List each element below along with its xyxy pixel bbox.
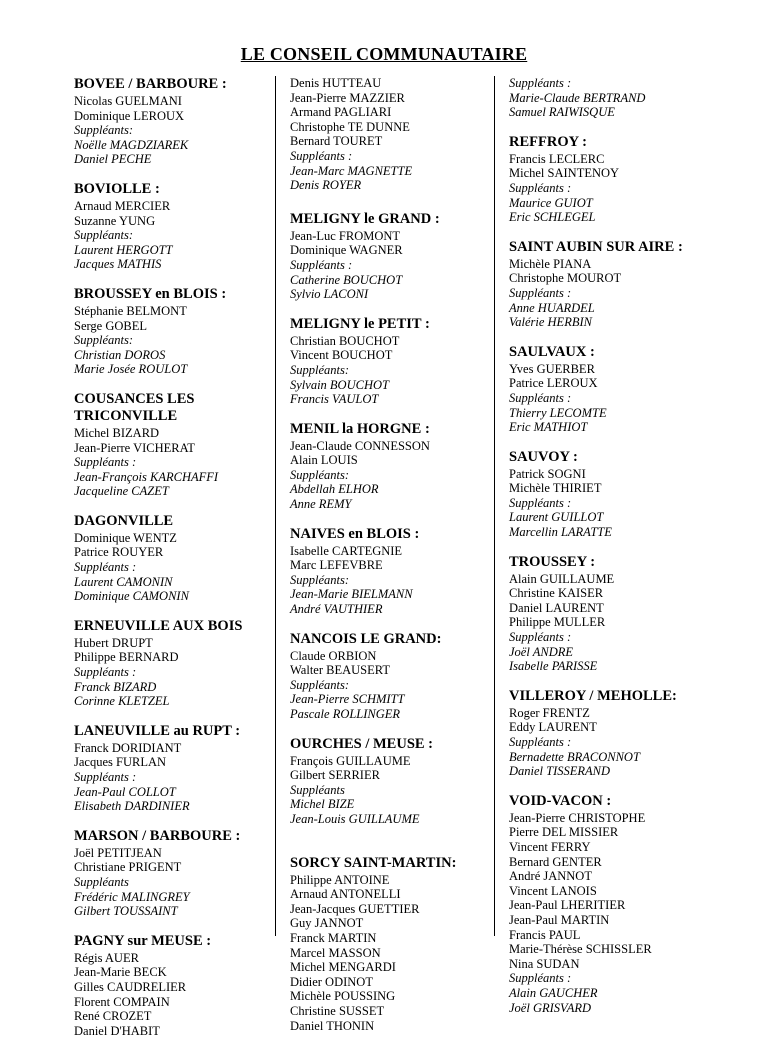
substitute-entry: Pascale ROLLINGER bbox=[290, 707, 401, 721]
member-name: Marc LEFEVBRE bbox=[290, 558, 383, 573]
member-name: Gilbert SERRIER bbox=[290, 768, 380, 783]
commune-heading: OURCHES / MEUSE : bbox=[290, 735, 434, 752]
member-list bbox=[509, 811, 739, 1015]
substitute-entry: Suppléants: bbox=[290, 572, 350, 587]
substitute-entry: Suppléants : bbox=[74, 560, 137, 575]
member-name: Dominique WENTZ bbox=[74, 530, 177, 545]
substitute-entry: Corinne KLETZEL bbox=[74, 694, 170, 709]
member-name: Jean-Luc FROMONT bbox=[290, 228, 401, 243]
commune-heading: PAGNY sur MEUSE : bbox=[74, 932, 212, 949]
commune-heading: MENIL la HORGNE : bbox=[290, 420, 430, 437]
substitute-entry: Jean-Marc MAGNETTE bbox=[290, 163, 413, 178]
member-name: Nicolas GUELMANI bbox=[74, 94, 182, 108]
member-name: Marcel MASSON bbox=[290, 945, 381, 960]
member-list bbox=[74, 304, 264, 377]
member-name: Yves GUERBER bbox=[509, 361, 595, 376]
substitute-entry: Suppléants : bbox=[509, 630, 572, 645]
member-name: Bernard TOURET bbox=[290, 134, 383, 149]
member-name: Vincent BOUCHOT bbox=[290, 348, 393, 363]
member-name: Michel MENGARDI bbox=[290, 960, 396, 975]
commune-heading: TROUSSEY : bbox=[509, 553, 596, 570]
commune-section bbox=[509, 239, 739, 330]
commune-section bbox=[509, 134, 739, 225]
member-list bbox=[74, 951, 264, 1038]
member-name: Jean-Pierre VICHERAT bbox=[74, 440, 195, 455]
member-list bbox=[509, 467, 739, 540]
member-list bbox=[290, 649, 490, 722]
commune-section bbox=[74, 76, 264, 167]
commune-heading: SAINT AUBIN SUR AIRE : bbox=[509, 238, 683, 255]
column-divider bbox=[275, 76, 276, 936]
commune-heading: VOID-VACON : bbox=[509, 792, 612, 809]
member-name: Pierre DEL MISSIER bbox=[509, 825, 619, 840]
member-name: Serge GOBEL bbox=[74, 318, 148, 333]
substitute-entry: Jean-Paul COLLOT bbox=[74, 784, 176, 799]
substitute-entry: Valérie HERBIN bbox=[509, 315, 592, 330]
substitute-entry: Suppléants : bbox=[290, 148, 353, 163]
substitute-entry: Suppléants: bbox=[74, 333, 134, 348]
member-name: Michel BIZARD bbox=[74, 425, 160, 440]
member-name: Nina SUDAN bbox=[509, 956, 580, 971]
substitute-entry: Christian DOROS bbox=[74, 347, 166, 362]
substitute-entry: Suppléants bbox=[74, 874, 129, 889]
substitute-entry: Marie-Claude BERTRAND bbox=[509, 90, 646, 105]
member-list bbox=[290, 873, 490, 1034]
member-name: Daniel D'HABIT bbox=[74, 1023, 160, 1038]
member-name: Marie-Thérèse SCHISSLER bbox=[509, 942, 652, 957]
member-list bbox=[509, 76, 739, 120]
substitute-entry: Frédéric MALINGREY bbox=[74, 889, 190, 904]
substitute-entry: Suppléants: bbox=[290, 467, 350, 482]
member-name: Jean-Claude CONNESSON bbox=[290, 438, 430, 453]
substitute-entry: Joël GRISVARD bbox=[509, 1000, 592, 1015]
member-list bbox=[509, 257, 739, 330]
member-name: Patrice ROUYER bbox=[74, 545, 164, 560]
member-list bbox=[74, 94, 264, 167]
column-3 bbox=[509, 76, 739, 1015]
commune-section bbox=[74, 933, 264, 1038]
substitute-entry: Suppléants : bbox=[74, 665, 137, 680]
substitute-entry: Anne HUARDEL bbox=[509, 300, 595, 315]
member-name: Patrice LEROUX bbox=[509, 376, 598, 391]
substitute-entry: Suppléants : bbox=[290, 257, 353, 272]
substitute-entry: Suppléants : bbox=[509, 390, 572, 405]
commune-section bbox=[509, 344, 739, 435]
member-name: Christiane PRIGENT bbox=[74, 860, 182, 875]
substitute-entry: Jean-Pierre SCHMITT bbox=[290, 692, 405, 707]
substitute-entry: Francis VAULOT bbox=[290, 392, 379, 407]
substitute-entry: Suppléants: bbox=[290, 677, 350, 692]
commune-section bbox=[290, 211, 490, 302]
member-name: Alain LOUIS bbox=[290, 453, 358, 468]
commune-section bbox=[74, 391, 264, 499]
column-divider bbox=[494, 76, 495, 936]
member-name: René CROZET bbox=[74, 1009, 152, 1024]
member-list bbox=[74, 741, 264, 814]
substitute-entry: Elisabeth DARDINIER bbox=[74, 799, 190, 814]
substitute-entry: Catherine BOUCHOT bbox=[290, 272, 403, 287]
column-1 bbox=[74, 76, 264, 1038]
member-name: Francis LECLERC bbox=[509, 151, 605, 166]
member-name: Michèle POUSSING bbox=[290, 989, 396, 1004]
commune-heading: SAULVAUX : bbox=[509, 343, 595, 360]
substitute-entry: André VAUTHIER bbox=[290, 602, 383, 617]
member-name: Michèle THIRIET bbox=[509, 481, 602, 496]
member-list bbox=[290, 754, 490, 827]
substitute-entry: Laurent GUILLOT bbox=[509, 510, 604, 525]
substitute-entry: Suppléants : bbox=[509, 76, 572, 90]
member-name: Arnaud ANTONELLI bbox=[290, 887, 401, 902]
commune-heading: VILLEROY / MEHOLLE: bbox=[509, 687, 677, 704]
member-list bbox=[290, 439, 490, 512]
member-list bbox=[509, 706, 739, 779]
member-list bbox=[74, 531, 264, 604]
substitute-entry: Daniel PECHE bbox=[74, 152, 152, 167]
member-list bbox=[509, 362, 739, 435]
member-name: Jean-Paul MARTIN bbox=[509, 912, 610, 927]
member-name: Jean-Marie BECK bbox=[74, 965, 167, 980]
commune-section bbox=[74, 828, 264, 919]
commune-heading: SAUVOY : bbox=[509, 448, 578, 465]
commune-heading: ERNEUVILLE AUX BOIS bbox=[74, 617, 243, 634]
member-name: Philippe ANTOINE bbox=[290, 872, 390, 887]
commune-heading: BOVEE / BARBOURE : bbox=[74, 76, 227, 92]
member-list bbox=[74, 426, 264, 499]
member-list bbox=[290, 544, 490, 617]
member-name: Christophe MOUROT bbox=[509, 271, 622, 286]
column-2 bbox=[290, 76, 490, 1033]
commune-section bbox=[509, 793, 739, 1015]
substitute-entry: Eric MATHIOT bbox=[509, 420, 588, 435]
commune-heading: DAGONVILLE bbox=[74, 512, 174, 529]
commune-section bbox=[509, 76, 739, 120]
substitute-entry: Alain GAUCHER bbox=[509, 985, 598, 1000]
commune-heading: BOVIOLLE : bbox=[74, 180, 160, 197]
member-name: Christian BOUCHOT bbox=[290, 333, 400, 348]
substitute-entry: Marcellin LARATTE bbox=[509, 525, 612, 540]
member-name: Dominique WAGNER bbox=[290, 243, 403, 258]
member-list bbox=[74, 846, 264, 919]
member-name: Alain GUILLAUME bbox=[509, 571, 615, 586]
member-name: Didier ODINOT bbox=[290, 974, 373, 989]
substitute-entry: Suppléants bbox=[290, 782, 345, 797]
substitute-entry: Joël ANDRE bbox=[509, 644, 573, 659]
member-name: Vincent FERRY bbox=[509, 839, 591, 854]
substitute-entry: Anne REMY bbox=[290, 497, 352, 512]
substitute-entry: Jacques MATHIS bbox=[74, 257, 162, 272]
member-list bbox=[290, 229, 490, 302]
commune-heading: SORCY SAINT-MARTIN: bbox=[290, 854, 457, 871]
commune-section bbox=[509, 554, 739, 674]
member-name: Philippe BERNARD bbox=[74, 650, 179, 665]
substitute-entry: Gilbert TOUSSAINT bbox=[74, 904, 178, 919]
substitute-entry: Franck BIZARD bbox=[74, 679, 157, 694]
substitute-entry: Suppléants: bbox=[74, 228, 134, 243]
commune-heading: MELIGNY le GRAND : bbox=[290, 210, 440, 227]
member-list bbox=[74, 199, 264, 272]
substitute-entry: Jean-Louis GUILLAUME bbox=[290, 811, 420, 826]
member-name: Jacques FURLAN bbox=[74, 755, 167, 770]
member-name: Michel SAINTENOY bbox=[509, 166, 620, 181]
member-list bbox=[290, 76, 490, 193]
commune-section bbox=[290, 855, 490, 1034]
substitute-entry: Noëlle MAGDZIAREK bbox=[74, 137, 189, 152]
commune-section bbox=[509, 688, 739, 779]
substitute-entry: Suppléants : bbox=[74, 455, 137, 470]
member-name: Franck MARTIN bbox=[290, 930, 377, 945]
member-list bbox=[74, 636, 264, 709]
member-name: Claude ORBION bbox=[290, 648, 377, 663]
commune-section bbox=[74, 286, 264, 377]
member-name: Bernard GENTER bbox=[509, 854, 602, 869]
substitute-entry: Suppléants : bbox=[509, 285, 572, 300]
member-name: Gilles CAUDRELIER bbox=[74, 979, 187, 994]
commune-section bbox=[74, 618, 264, 709]
member-name: Denis HUTTEAU bbox=[290, 76, 382, 90]
substitute-entry: Laurent CAMONIN bbox=[74, 574, 173, 589]
member-name: André JANNOT bbox=[509, 869, 592, 884]
commune-heading: REFFROY : bbox=[509, 133, 587, 150]
member-name: Daniel THONIN bbox=[290, 1018, 375, 1033]
substitute-entry: Thierry LECOMTE bbox=[509, 405, 607, 420]
substitute-entry: Suppléants : bbox=[509, 180, 572, 195]
substitute-entry: Jean-François KARCHAFFI bbox=[74, 469, 219, 484]
member-name: Eddy LAURENT bbox=[509, 720, 597, 735]
substitute-entry: Jacqueline CAZET bbox=[74, 484, 169, 499]
substitute-entry: Eric SCHLEGEL bbox=[509, 210, 596, 225]
page-title: LE CONSEIL COMMUNAUTAIRE bbox=[240, 44, 528, 64]
substitute-entry: Michel BIZE bbox=[290, 797, 355, 812]
member-name: Philippe MULLER bbox=[509, 615, 606, 630]
substitute-entry: Bernadette BRACONNOT bbox=[509, 749, 640, 764]
substitute-entry: Samuel RAIWISQUE bbox=[509, 105, 615, 120]
substitute-entry: Suppléants : bbox=[509, 495, 572, 510]
substitute-entry: Maurice GUIOT bbox=[509, 195, 593, 210]
member-name: Guy JANNOT bbox=[290, 916, 364, 931]
substitute-entry: Suppléants : bbox=[509, 971, 572, 986]
commune-section bbox=[290, 316, 490, 407]
substitute-entry: Suppléants : bbox=[509, 735, 572, 749]
commune-heading: BROUSSEY en BLOIS : bbox=[74, 285, 227, 302]
commune-section bbox=[74, 181, 264, 272]
commune-heading: NANCOIS LE GRAND: bbox=[290, 630, 442, 647]
commune-section bbox=[290, 631, 490, 722]
member-name: Jean-Jacques GUETTIER bbox=[290, 901, 420, 916]
member-name: Dominique LEROUX bbox=[74, 108, 185, 123]
member-name: Suzanne YUNG bbox=[74, 213, 156, 228]
substitute-entry: Suppléants : bbox=[74, 770, 137, 784]
member-list bbox=[509, 152, 739, 225]
commune-section bbox=[509, 449, 739, 540]
member-name: Arnaud MERCIER bbox=[74, 198, 171, 213]
substitute-entry: Jean-Marie BIELMANN bbox=[290, 587, 413, 602]
member-name: Florent COMPAIN bbox=[74, 994, 170, 1009]
substitute-entry: Daniel TISSERAND bbox=[509, 764, 611, 779]
substitute-entry: Sylvain BOUCHOT bbox=[290, 377, 389, 392]
member-name: Christine SUSSET bbox=[290, 1003, 385, 1018]
substitute-entry: Marie Josée ROULOT bbox=[74, 362, 188, 377]
member-name: Michèle PIANA bbox=[509, 256, 592, 271]
commune-section bbox=[290, 736, 490, 827]
member-name: Isabelle CARTEGNIE bbox=[290, 543, 403, 558]
commune-heading: NAIVES en BLOIS : bbox=[290, 525, 420, 542]
member-list bbox=[290, 334, 490, 407]
member-name: Jean-Paul LHERITIER bbox=[509, 898, 626, 913]
commune-section bbox=[290, 421, 490, 512]
member-name: Walter BEAUSERT bbox=[290, 663, 390, 678]
commune-section bbox=[74, 723, 264, 814]
substitute-entry: Isabelle PARISSE bbox=[509, 659, 598, 674]
commune-section bbox=[74, 513, 264, 604]
substitute-entry: Dominique CAMONIN bbox=[74, 589, 189, 604]
substitute-entry: Sylvio LACONI bbox=[290, 287, 369, 302]
member-name: Christophe TE DUNNE bbox=[290, 119, 410, 134]
commune-section bbox=[290, 76, 490, 193]
member-name: Régis AUER bbox=[74, 950, 139, 965]
member-name: Jean-Pierre CHRISTOPHE bbox=[509, 810, 646, 825]
member-name: François GUILLAUME bbox=[290, 753, 411, 768]
substitute-entry: Abdellah ELHOR bbox=[290, 482, 379, 497]
substitute-entry: Denis ROYER bbox=[290, 178, 362, 193]
member-name: Joël PETITJEAN bbox=[74, 845, 162, 860]
commune-section bbox=[290, 526, 490, 617]
member-name: Jean-Pierre MAZZIER bbox=[290, 90, 405, 105]
member-name: Patrick SOGNI bbox=[509, 466, 586, 481]
member-name: Christine KAISER bbox=[509, 586, 604, 601]
substitute-entry: Suppléants: bbox=[74, 123, 134, 138]
member-name: Roger FRENTZ bbox=[509, 705, 590, 720]
substitute-entry: Suppléants: bbox=[290, 362, 350, 377]
member-name: Hubert DRUPT bbox=[74, 635, 153, 650]
member-name: Francis PAUL bbox=[509, 927, 581, 942]
commune-heading: MARSON / BARBOURE : bbox=[74, 827, 241, 844]
member-name: Daniel LAURENT bbox=[509, 600, 604, 615]
member-name: Franck DORIDIANT bbox=[74, 740, 182, 755]
commune-heading: COUSANCES LES TRICONVILLE bbox=[74, 390, 195, 424]
member-list bbox=[509, 572, 739, 674]
member-name: Armand PAGLIARI bbox=[290, 105, 392, 120]
commune-heading: LANEUVILLE au RUPT : bbox=[74, 722, 241, 739]
member-name: Vincent LANOIS bbox=[509, 883, 597, 898]
commune-heading: MELIGNY le PETIT : bbox=[290, 315, 430, 332]
substitute-entry: Laurent HERGOTT bbox=[74, 242, 173, 257]
member-name: Stéphanie BELMONT bbox=[74, 303, 187, 318]
